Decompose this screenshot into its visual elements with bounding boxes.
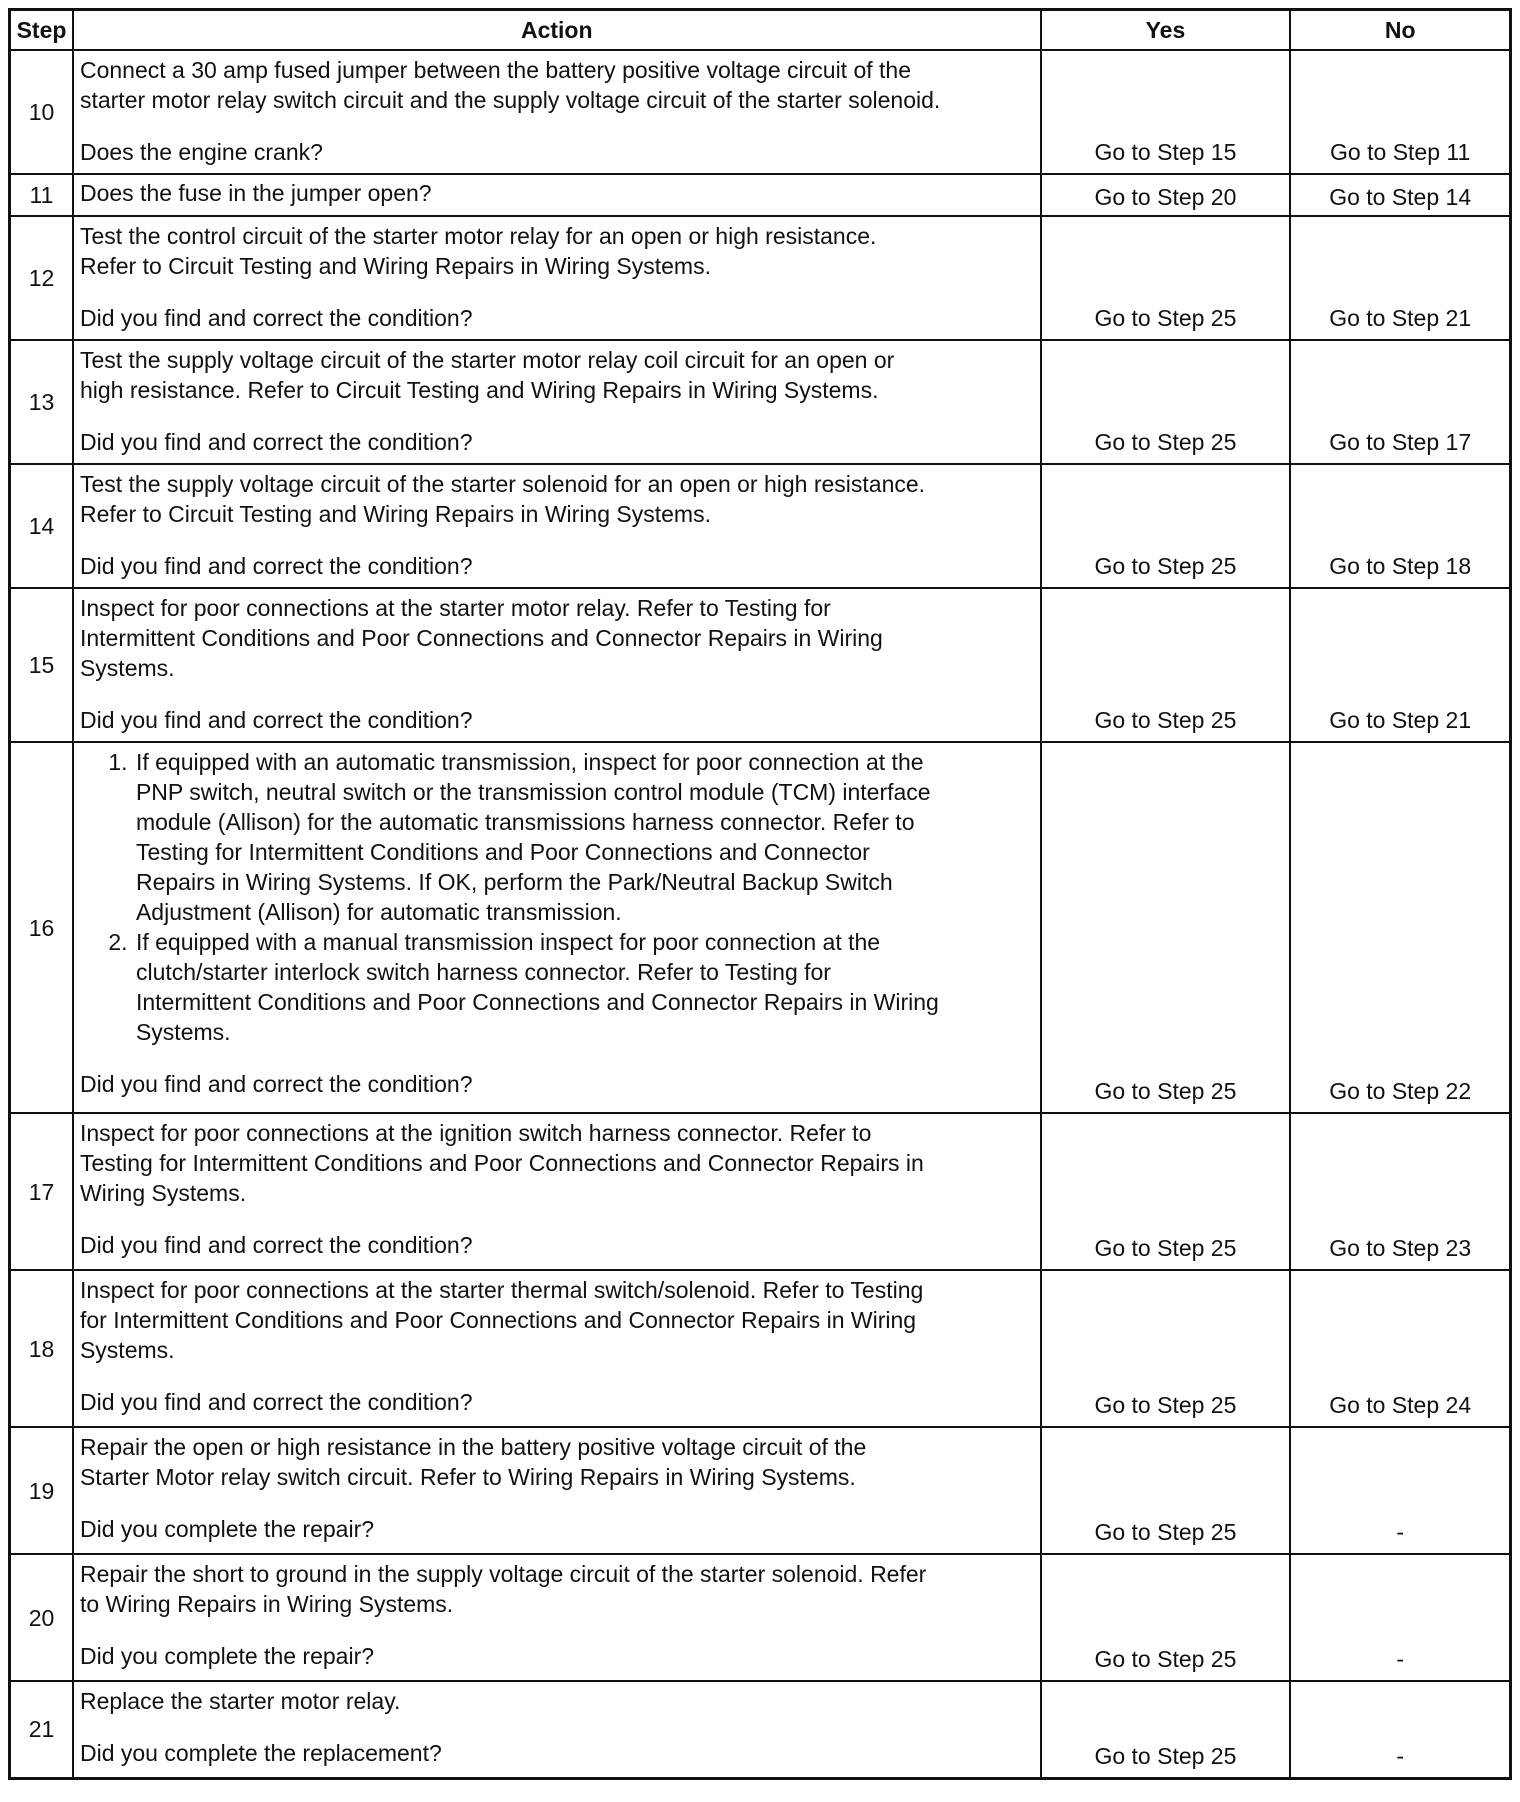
header-action: Action [73, 10, 1041, 51]
instruction-text: Inspect for poor connections at the starter motor relay. Refer to Testing for Intermittent Conditions and Poor Connections and Connector Repairs in Wiring Systems. [79, 595, 883, 681]
yes-result: Go to Step 25 [1041, 588, 1291, 742]
question-text: Did you complete the repair? [79, 1516, 375, 1542]
action-cell [73, 216, 1041, 340]
action-cell [73, 1681, 1041, 1778]
yes-result: Go to Step 25 [1041, 1427, 1291, 1554]
table-row [10, 1270, 1511, 1427]
table-row [10, 174, 1511, 216]
no-result: Go to Step 14 [1290, 174, 1510, 216]
no-result: Go to Step 11 [1290, 50, 1510, 174]
no-result: - [1290, 1681, 1510, 1778]
table-row [10, 340, 1511, 464]
yes-result: Go to Step 25 [1041, 1270, 1291, 1427]
table-row [10, 1113, 1511, 1270]
no-result: Go to Step 21 [1290, 216, 1510, 340]
step-number: 17 [10, 1113, 73, 1270]
yes-result: Go to Step 15 [1041, 50, 1291, 174]
diagnostic-table [8, 8, 1512, 1780]
question-text: Did you find and correct the condition? [79, 553, 473, 579]
yes-result: Go to Step 25 [1041, 216, 1291, 340]
no-result: Go to Step 22 [1290, 742, 1510, 1113]
instruction-text: Inspect for poor connections at the ignition switch harness connector. Refer to Testing for Intermittent Conditions and Poor Connections and Connector Repairs in Wiring Systems. [79, 1120, 924, 1206]
action-cell [73, 340, 1041, 464]
question-text: Did you find and correct the condition? [79, 429, 473, 455]
action-cell [73, 742, 1041, 1113]
question-text: Did you find and correct the condition? [79, 305, 473, 331]
table-row [10, 742, 1511, 1113]
question-text: Did you find and correct the condition? [79, 1232, 473, 1258]
no-result: - [1290, 1427, 1510, 1554]
step-number: 21 [10, 1681, 73, 1778]
action-cell [73, 174, 1041, 216]
step-number: 11 [10, 174, 73, 216]
step-number: 16 [10, 742, 73, 1113]
question-text: Does the engine crank? [79, 139, 323, 165]
question-text: Did you complete the repair? [79, 1643, 375, 1669]
yes-result: Go to Step 25 [1041, 1681, 1291, 1778]
instruction-text: Repair the open or high resistance in the battery positive voltage circuit of the Starter Motor relay switch circuit. Refer to Wiring Repairs in Wiring Systems. [79, 1434, 867, 1490]
table-row [10, 1427, 1511, 1554]
question-text: Did you complete the replacement? [79, 1740, 442, 1766]
step-number: 14 [10, 464, 73, 588]
step-number: 20 [10, 1554, 73, 1681]
yes-result: Go to Step 25 [1041, 464, 1291, 588]
action-cell [73, 1554, 1041, 1681]
table-row [10, 588, 1511, 742]
table-row [10, 464, 1511, 588]
action-cell [73, 464, 1041, 588]
header-no: No [1290, 10, 1510, 51]
table-row [10, 1554, 1511, 1681]
instruction-text: Repair the short to ground in the supply voltage circuit of the starter solenoid. Refer to Wiring Repairs in Wiring Systems. [79, 1561, 927, 1617]
action-cell [73, 1113, 1041, 1270]
yes-result: Go to Step 20 [1041, 174, 1291, 216]
action-cell [73, 50, 1041, 174]
yes-result: Go to Step 25 [1041, 1113, 1291, 1270]
table-row [10, 216, 1511, 340]
question-text: Did you find and correct the condition? [79, 1389, 473, 1415]
instruction-text: Inspect for poor connections at the starter thermal switch/solenoid. Refer to Testing for Intermittent Conditions and Poor Connections and Connector Repairs in Wiring Systems. [79, 1277, 924, 1363]
instruction-text: Test the supply voltage circuit of the starter solenoid for an open or high resistance. Refer to Circuit Testing and Wiring Repairs in Wiring Systems. [79, 471, 926, 527]
no-result: Go to Step 23 [1290, 1113, 1510, 1270]
yes-result: Go to Step 25 [1041, 742, 1291, 1113]
question-text: Did you find and correct the condition? [79, 707, 473, 733]
step-number: 19 [10, 1427, 73, 1554]
list-item: 2. If equipped with a manual transmission inspect for poor connection at the clutch/starter interlock switch harness connector. Refer to Testing for Intermittent Conditions and Poor Connections and Connector Repairs in Wiring Systems. [134, 927, 1034, 1047]
instruction-text: Replace the starter motor relay. [79, 1688, 401, 1714]
step-number: 13 [10, 340, 73, 464]
list-item: 1. If equipped with an automatic transmission, inspect for poor connection at the PNP switch, neutral switch or the transmission control module (TCM) interface module (Allison) for the automatic transmissions harness connector. Refer to Testing for Intermittent Conditions and Poor Connections and Connector Repairs in Wiring Systems. If OK, perform the Park/Neutral Backup Switch Adjustment (Allison) for automatic transmission. [134, 747, 1034, 927]
no-result: Go to Step 17 [1290, 340, 1510, 464]
no-result: Go to Step 18 [1290, 464, 1510, 588]
instruction-text: Test the supply voltage circuit of the starter motor relay coil circuit for an open or high resistance. Refer to Circuit Testing and Wiring Repairs in Wiring Systems. [79, 347, 895, 403]
header-yes: Yes [1041, 10, 1291, 51]
question-text: Did you find and correct the condition? [79, 1071, 473, 1097]
yes-result: Go to Step 25 [1041, 1554, 1291, 1681]
step-number: 15 [10, 588, 73, 742]
action-cell [73, 588, 1041, 742]
action-cell [73, 1427, 1041, 1554]
yes-result: Go to Step 25 [1041, 340, 1291, 464]
step-number: 10 [10, 50, 73, 174]
no-result: - [1290, 1554, 1510, 1681]
no-result: Go to Step 21 [1290, 588, 1510, 742]
instruction-list [80, 747, 1034, 1047]
header-step: Step [10, 10, 73, 51]
table-row [10, 50, 1511, 174]
no-result: Go to Step 24 [1290, 1270, 1510, 1427]
step-number: 18 [10, 1270, 73, 1427]
question-text: Does the fuse in the jumper open? [79, 180, 432, 206]
table-row [10, 1681, 1511, 1778]
header-row [10, 10, 1511, 51]
step-number: 12 [10, 216, 73, 340]
instruction-text: Connect a 30 amp fused jumper between the battery positive voltage circuit of the starter motor relay switch circuit and the supply voltage circuit of the starter solenoid. [79, 57, 941, 113]
action-cell [73, 1270, 1041, 1427]
instruction-text: Test the control circuit of the starter motor relay for an open or high resistance. Refer to Circuit Testing and Wiring Repairs in Wiring Systems. [79, 223, 877, 279]
